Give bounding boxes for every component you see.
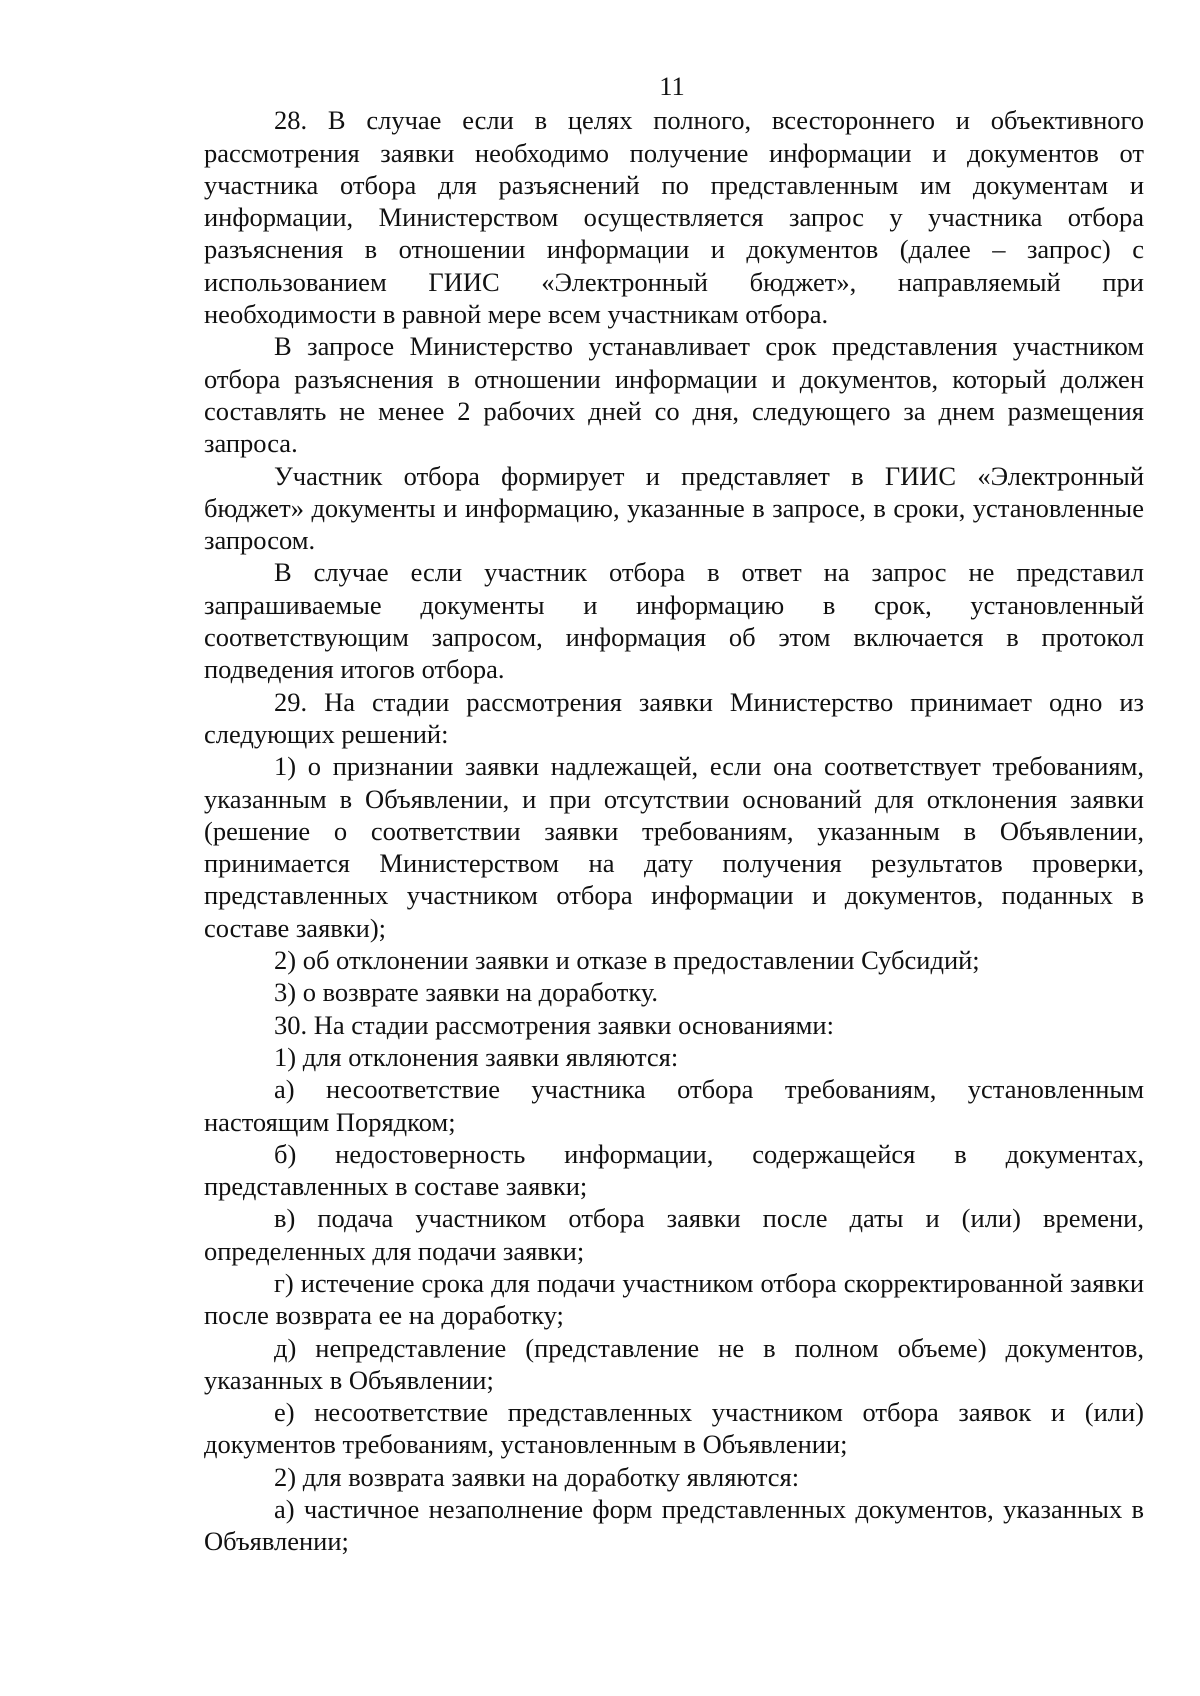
list-item-30-2: 2) для возврата заявки на доработку являются: <box>274 1461 800 1492</box>
list-item-29-2: 2) об отклонении заявки и отказе в предоставлении Субсидий; <box>274 945 980 976</box>
paragraph-non-submission: В случае если участник отбора в ответ на запрос не представил запрашиваемые документы и информацию в срок, установленный соответствующим запросом, информация об этом включается в протокол подведения итогов отбора. <box>204 557 1144 685</box>
list-item-29-1: 1) о признании заявки надлежащей, если она соответствует требованиям, указанным в Объявлении, и при отсутствии оснований для отклонения заявки (решение о соответствии заявки требованиям, указанным в Объявлении, принимается Министерством на дату получения результатов проверки, представленных участником отбора информации и документов, поданных в составе заявки); <box>204 751 1144 943</box>
list-item-30-1-b: б) недостоверность информации, содержащейся в документах, представленных в составе заявки; <box>204 1138 1144 1202</box>
paragraph-30-grounds: 30. На стадии рассмотрения заявки основаниями: <box>274 1009 834 1040</box>
page-number: 11 <box>659 71 685 101</box>
list-item-30-2-a: а) частичное незаполнение форм представленных документов, указанных в Объявлении; <box>204 1494 1144 1557</box>
paragraph-request-deadline: В запросе Министерство устанавливает срок представления участником отбора разъяснения в отношении информации и документов, который должен составлять не менее 2 рабочих дней со дня, следующего за днем размещения запроса. <box>204 331 1144 459</box>
list-item-30-1-a: а) несоответствие участника отбора требованиям, установленным настоящим Порядком; <box>204 1074 1144 1137</box>
list-item-29-3: 3) о возврате заявки на доработку. <box>274 977 659 1008</box>
list-item-30-1-v: в) подача участником отбора заявки после даты и (или) времени, определенных для подачи заявки; <box>204 1203 1144 1266</box>
list-item-30-1-d: д) непредставление (представление не в полном объеме) документов, указанных в Объявлении; <box>204 1332 1144 1395</box>
paragraph-29-decisions: 29. На стадии рассмотрения заявки Министерство принимает одно из следующих решений: <box>204 686 1144 749</box>
list-item-30-1: 1) для отклонения заявки являются: <box>274 1041 679 1072</box>
paragraph-28-clarification-request: 28. В случае если в целях полного, всестороннего и объективного рассмотрения заявки необходимо получение информации и документов от участника отбора для разъяснений по представленным им документам и информации, Министерством осуществляется запрос у участника отбора разъяснения в отношении информации и документов (далее – запрос) с использованием ГИИС «Электронный бюджет», направляемый при необходимости в равной мере всем участникам отбора. <box>204 105 1144 330</box>
paragraph-participant-submission: Участник отбора формирует и представляет в ГИИС «Электронный бюджет» документы и информацию, указанные в запросе, в сроки, установленные запросом. <box>204 460 1144 556</box>
list-item-30-1-g: г) истечение срока для подачи участником отбора скорректированной заявки после возврата ее на доработку; <box>204 1267 1144 1331</box>
list-item-30-1-e: е) несоответствие представленных участником отбора заявок и (или) документов требованиям, установленным в Объявлении; <box>204 1397 1144 1460</box>
